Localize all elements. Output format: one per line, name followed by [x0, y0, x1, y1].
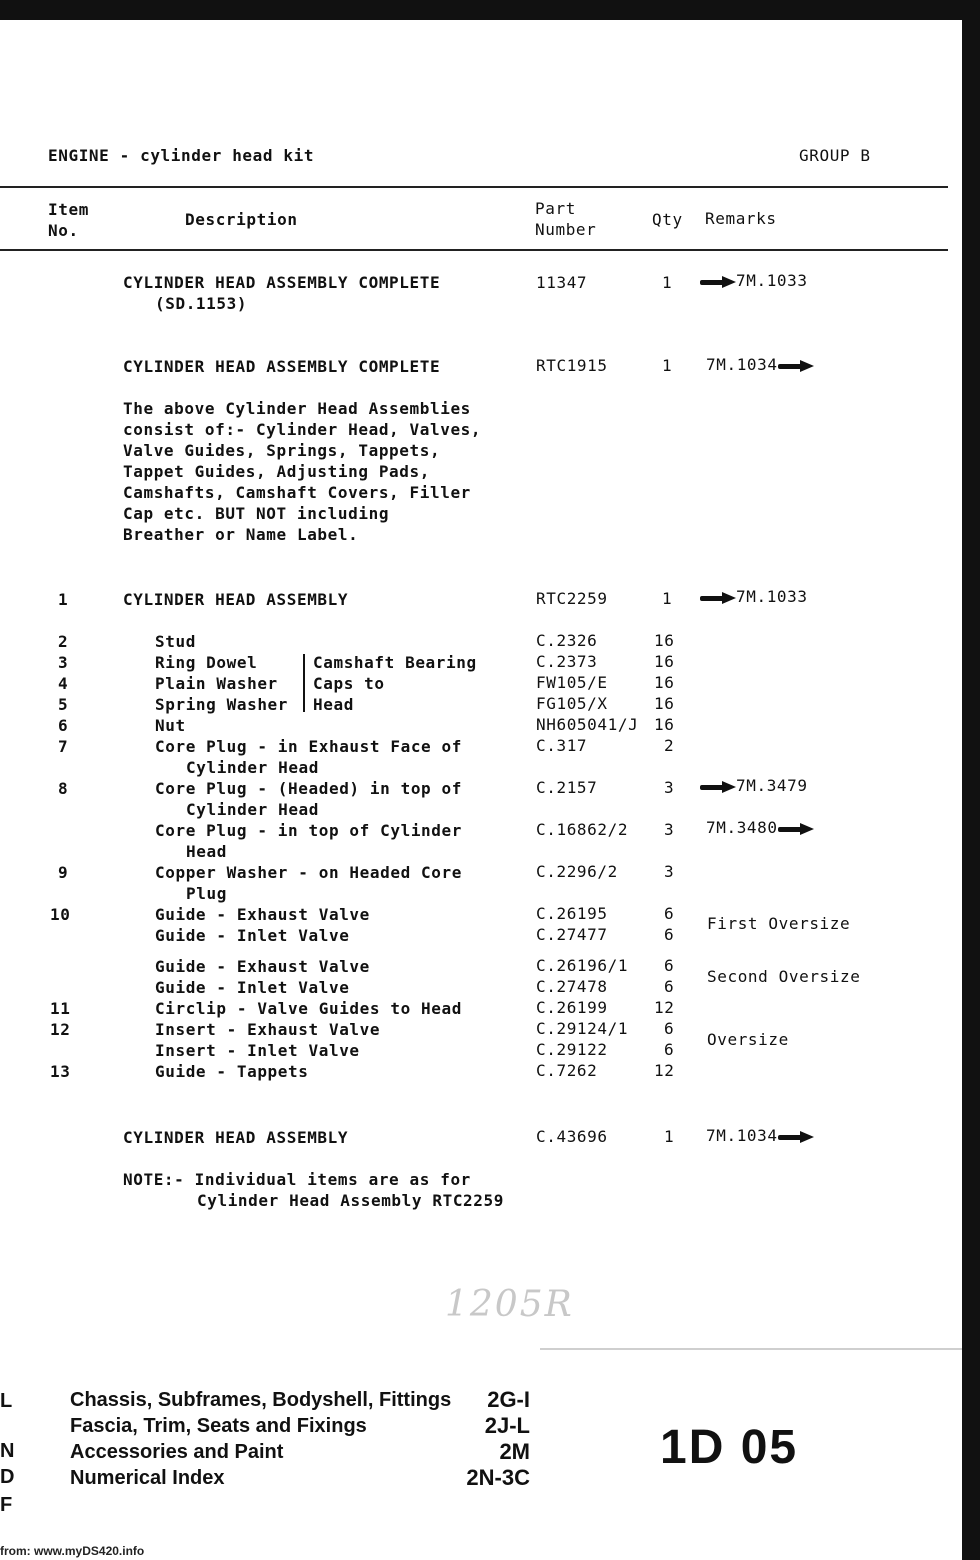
note-line: Tappet Guides, Adjusting Pads, [123, 462, 430, 481]
row13-part: C.7262 [536, 1061, 598, 1080]
footer-index-letter: F [0, 1494, 13, 1516]
arrow-right-icon [778, 823, 814, 835]
arrow-right-icon [778, 1131, 814, 1143]
assembly-note [123, 398, 543, 545]
row10c-part: C.26196/1 [536, 956, 629, 975]
row2-description: CYLINDER HEAD ASSEMBLY COMPLETE [123, 357, 441, 376]
note2-line2: Cylinder Head Assembly RTC2259 [197, 1191, 504, 1210]
row10c-description: Guide - Exhaust Valve [155, 957, 370, 976]
row10c-qty: 6 [664, 956, 675, 975]
row10d-qty: 6 [664, 977, 675, 996]
row11-qty: 12 [654, 998, 675, 1017]
row7-qty: 2 [664, 736, 675, 755]
row8-item: 8 [58, 779, 69, 798]
row9-description: Copper Washer - on Headed Core [155, 863, 462, 882]
sub-item: 2 [58, 632, 69, 651]
row13-item: 13 [50, 1062, 71, 1081]
footer-index-letter: N [0, 1440, 15, 1462]
header-rule-bottom [0, 249, 948, 251]
note-line: Camshafts, Camshaft Covers, Filler [123, 483, 471, 502]
fiche-number: 1D 05 [660, 1421, 799, 1474]
row1-description: CYLINDER HEAD ASSEMBLY COMPLETE [123, 273, 441, 292]
sub-qty: 16 [654, 694, 675, 713]
row8b-remark [706, 818, 814, 837]
row10b-description: Guide - Inlet Valve [155, 926, 350, 945]
row11-part: C.26199 [536, 998, 608, 1017]
row8b-description-cont: Head [186, 842, 227, 861]
brace-label: Camshaft Bearing [313, 653, 477, 672]
row10d-description: Guide - Inlet Valve [155, 978, 350, 997]
arrow-right-icon [700, 592, 736, 604]
row8-description-cont: Cylinder Head [186, 800, 320, 819]
source-credit: from: www.myDS420.info [0, 1544, 145, 1558]
scan-right-edge [962, 0, 980, 1560]
sub-description: Nut [155, 716, 186, 735]
row7-part: C.317 [536, 736, 588, 755]
footer-section-label: Accessories and Paint [70, 1441, 284, 1463]
row3-remark-text: 7M.1033 [736, 587, 808, 606]
grouping-brace [303, 654, 305, 712]
row12-qty: 6 [664, 1019, 675, 1038]
header-rule-top [0, 186, 948, 188]
row8b-part: C.16862/2 [536, 820, 629, 839]
note-line: Valve Guides, Springs, Tappets, [123, 441, 441, 460]
row12-description: Insert - Exhaust Valve [155, 1020, 381, 1039]
row14-remark-text: 7M.1034 [706, 1126, 778, 1145]
row3-item: 1 [58, 590, 69, 609]
sub-item: 3 [58, 653, 69, 672]
row8-remark [700, 776, 808, 795]
sub-description: Plain Washer [155, 674, 278, 693]
col-qty: Qty [652, 210, 683, 229]
row10-qty: 6 [664, 904, 675, 923]
note-line: Cap etc. BUT NOT including [123, 504, 390, 523]
row13-qty: 12 [654, 1061, 675, 1080]
note-line: consist of:- Cylinder Head, Valves, [123, 420, 482, 439]
row8b-qty: 3 [664, 820, 675, 839]
row8-description: Core Plug - (Headed) in top of [155, 779, 462, 798]
row3-qty: 1 [662, 589, 673, 608]
row2-qty: 1 [662, 356, 673, 375]
brace-label: Caps to [313, 674, 385, 693]
sub-part: NH605041/J [536, 715, 639, 734]
sub-item: 4 [58, 674, 69, 693]
row3-description: CYLINDER HEAD ASSEMBLY [123, 590, 349, 609]
row10b-part: C.27477 [536, 925, 608, 944]
brace-label: Head [313, 695, 354, 714]
row12b-qty: 6 [664, 1040, 675, 1059]
sub-part: C.2326 [536, 631, 598, 650]
row12-part: C.29124/1 [536, 1019, 629, 1038]
col-remarks: Remarks [705, 209, 777, 228]
arrow-right-icon [778, 360, 814, 372]
row14-qty: 1 [664, 1127, 675, 1146]
row8b-description: Core Plug - in top of Cylinder [155, 821, 462, 840]
footer-section-label: Fascia, Trim, Seats and Fixings [70, 1415, 367, 1437]
row12b-part: C.29122 [536, 1040, 608, 1059]
row11-item: 11 [50, 999, 71, 1018]
row10d-remark: Second Oversize [707, 967, 861, 986]
row14-remark [706, 1126, 814, 1145]
sub-part: FG105/X [536, 694, 608, 713]
row12b-description: Insert - Inlet Valve [155, 1041, 360, 1060]
row8b-remark-text: 7M.3480 [706, 818, 778, 837]
row8-part: C.2157 [536, 778, 598, 797]
col-part-line1: Part [535, 199, 576, 218]
sub-description: Ring Dowel [155, 653, 258, 672]
row1-description-ref: (SD.1153) [155, 294, 248, 313]
row8-qty: 3 [664, 778, 675, 797]
footer-section-label: Numerical Index [70, 1467, 225, 1489]
row10-remark: First Oversize [707, 914, 851, 933]
row7-item: 7 [58, 737, 69, 756]
row1-part: 11347 [536, 273, 588, 292]
row1-qty: 1 [662, 273, 673, 292]
sub-qty: 16 [654, 673, 675, 692]
row2-remark-text: 7M.1034 [706, 355, 778, 374]
footer-index-letter: D [0, 1466, 15, 1488]
note2-line1: NOTE:- Individual items are as for [123, 1170, 471, 1189]
scan-top-edge [0, 0, 980, 20]
page-title: ENGINE - cylinder head kit [48, 146, 315, 165]
col-part-line2: Number [535, 220, 597, 239]
row9-qty: 3 [664, 862, 675, 881]
col-description: Description [185, 210, 298, 229]
footer-section-code: 2M [499, 1439, 530, 1464]
row9-description-cont: Plug [186, 884, 227, 903]
row1-remark [700, 271, 808, 290]
footer-section-code: 2J-L [484, 1413, 530, 1438]
footer-index-letter: L [0, 1390, 13, 1412]
row14-part: C.43696 [536, 1127, 608, 1146]
row10d-part: C.27478 [536, 977, 608, 996]
row12-remark: Oversize [707, 1030, 789, 1049]
row2-part: RTC1915 [536, 356, 608, 375]
faded-stamp: 1205R [445, 1284, 574, 1325]
row9-part: C.2296/2 [536, 862, 618, 881]
row12-item: 12 [50, 1020, 71, 1039]
footer-section-code: 2G-I [487, 1387, 530, 1412]
footer-section-label: Chassis, Subframes, Bodyshell, Fittings [70, 1389, 452, 1411]
row2-remark [706, 355, 814, 374]
group-label: GROUP B [799, 146, 871, 165]
sub-qty: 16 [654, 652, 675, 671]
row11-description: Circlip - Valve Guides to Head [155, 999, 462, 1018]
row10-description: Guide - Exhaust Valve [155, 905, 370, 924]
row10-item: 10 [50, 905, 71, 924]
sub-item: 6 [58, 716, 69, 735]
sub-part: FW105/E [536, 673, 608, 692]
sub-qty: 16 [654, 715, 675, 734]
row9-item: 9 [58, 863, 69, 882]
arrow-right-icon [700, 276, 736, 288]
footer-section-code: 2N-3C [466, 1465, 530, 1490]
row10b-qty: 6 [664, 925, 675, 944]
row13-description: Guide - Tappets [155, 1062, 309, 1081]
row8-remark-text: 7M.3479 [736, 776, 808, 795]
arrow-right-icon [700, 781, 736, 793]
row1-remark-text: 7M.1033 [736, 271, 808, 290]
col-item-line1: Item [48, 200, 89, 219]
sub-part: C.2373 [536, 652, 598, 671]
sub-description: Stud [155, 632, 196, 651]
row7-description-cont: Cylinder Head [186, 758, 320, 777]
row3-part: RTC2259 [536, 589, 608, 608]
note-line: Breather or Name Label. [123, 525, 359, 544]
row7-description: Core Plug - in Exhaust Face of [155, 737, 462, 756]
note-line: The above Cylinder Head Assemblies [123, 399, 471, 418]
sub-item: 5 [58, 695, 69, 714]
sub-description: Spring Washer [155, 695, 289, 714]
sub-qty: 16 [654, 631, 675, 650]
col-item-line2: No. [48, 221, 79, 240]
row3-remark [700, 587, 808, 606]
row10-part: C.26195 [536, 904, 608, 923]
row14-description: CYLINDER HEAD ASSEMBLY [123, 1128, 349, 1147]
